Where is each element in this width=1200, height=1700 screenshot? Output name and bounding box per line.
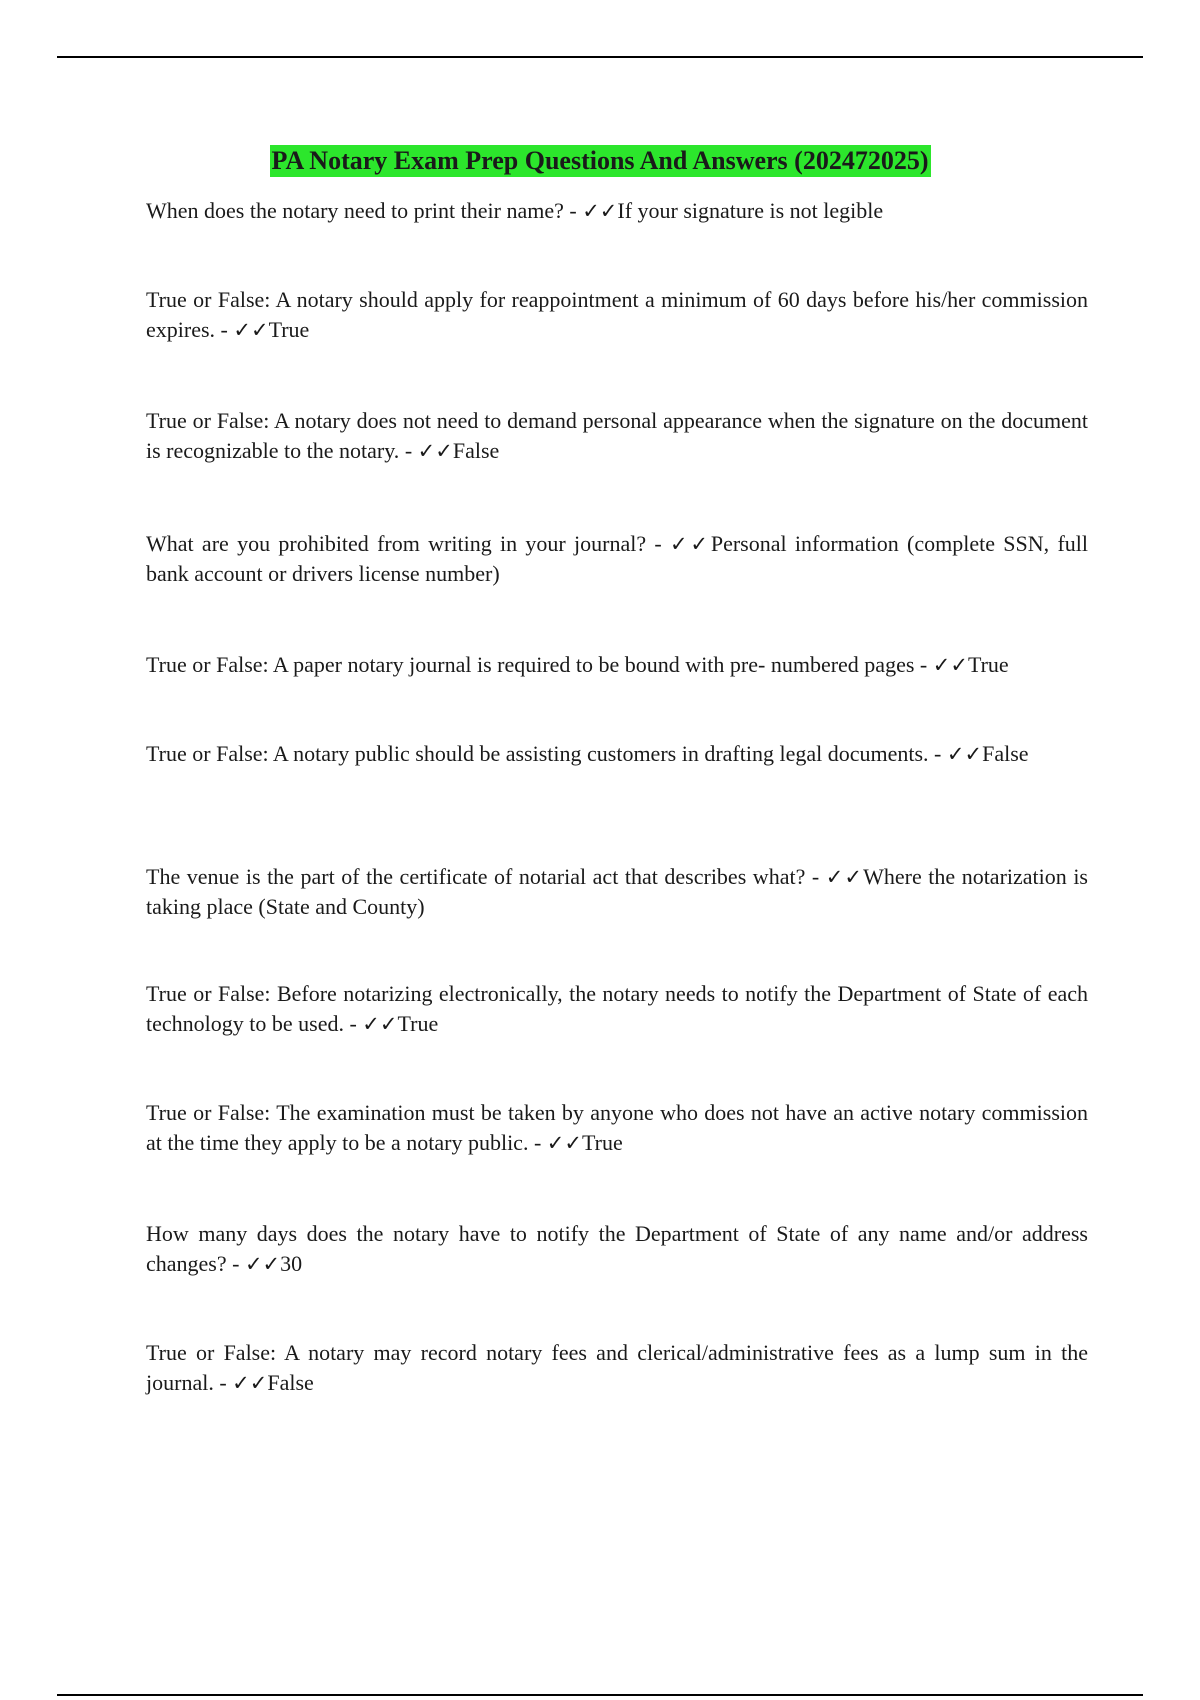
qa-item-1 bbox=[146, 196, 1088, 226]
question-text: True or False: A notary may record notary fees and clerical/administrative fees as a lump sum in the journal. bbox=[146, 1340, 1088, 1395]
question-text: True or False: A notary public should be assisting customers in drafting legal documents. bbox=[146, 741, 929, 766]
answer-text: True bbox=[268, 317, 310, 342]
question-text: How many days does the notary have to notify the Department of State of any name and/or address changes? bbox=[146, 1221, 1088, 1276]
qa-item-9 bbox=[146, 1098, 1088, 1158]
separator: - bbox=[399, 438, 418, 463]
qa-item-2 bbox=[146, 285, 1088, 345]
double-check-icon: ✓✓ bbox=[232, 1371, 268, 1395]
answer-text: False bbox=[267, 1370, 314, 1395]
answer-text: 30 bbox=[280, 1251, 303, 1276]
separator: - bbox=[226, 1251, 245, 1276]
top-rule bbox=[57, 56, 1143, 58]
answer-text: True bbox=[967, 652, 1009, 677]
qa-item-11 bbox=[146, 1338, 1088, 1398]
question-text: True or False: A notary does not need to demand personal appearance when the signature on the document is recognizable to the notary. bbox=[146, 408, 1088, 463]
double-check-icon: ✓✓ bbox=[825, 865, 864, 889]
question-text: True or False: The examination must be taken by anyone who does not have an active notary commission at the time they apply to be a notary public. bbox=[146, 1100, 1088, 1155]
title-container bbox=[0, 145, 1200, 177]
bottom-rule bbox=[57, 1694, 1143, 1696]
separator: - bbox=[213, 1370, 233, 1395]
answer-text: Personal information (complete SSN, full bank account or drivers license number) bbox=[146, 531, 1089, 586]
qa-item-8 bbox=[146, 979, 1088, 1039]
double-check-icon: ✓✓ bbox=[582, 199, 618, 223]
double-check-icon: ✓✓ bbox=[417, 439, 453, 463]
document-title: PA Notary Exam Prep Questions And Answers (202472025) bbox=[271, 146, 929, 175]
answer-text: False bbox=[982, 741, 1029, 766]
separator: - bbox=[646, 531, 671, 556]
double-check-icon: ✓✓ bbox=[546, 1131, 582, 1155]
double-check-icon: ✓✓ bbox=[244, 1252, 281, 1276]
answer-text: Where the notarization is taking place (State and County) bbox=[146, 864, 1088, 919]
question-text: True or False: Before notarizing electronically, the notary needs to notify the Department of State of each technology to be used. bbox=[146, 981, 1088, 1036]
double-check-icon: ✓✓ bbox=[233, 318, 269, 342]
qa-item-6 bbox=[146, 739, 1088, 769]
separator: - bbox=[563, 198, 583, 223]
question-text: True or False: A notary should apply for reappointment a minimum of 60 days before his/her commission expires. bbox=[146, 287, 1088, 342]
question-text: When does the notary need to print their name? bbox=[146, 198, 564, 223]
answer-text: If your signature is not legible bbox=[617, 198, 884, 223]
separator: - bbox=[343, 1011, 363, 1036]
answer-text: False bbox=[452, 438, 500, 463]
double-check-icon: ✓✓ bbox=[362, 1012, 398, 1036]
double-check-icon: ✓✓ bbox=[932, 653, 968, 677]
double-check-icon: ✓✓ bbox=[946, 742, 983, 766]
separator: - bbox=[805, 864, 826, 889]
qa-item-7 bbox=[146, 862, 1088, 922]
qa-item-4 bbox=[146, 529, 1088, 589]
qa-item-3 bbox=[146, 406, 1088, 466]
qa-item-5 bbox=[146, 650, 1088, 680]
separator: - bbox=[914, 652, 933, 677]
question-text: The venue is the part of the certificate of notarial act that describes what? bbox=[146, 864, 806, 889]
separator: - bbox=[928, 741, 947, 766]
answer-text: True bbox=[581, 1130, 623, 1155]
qa-item-10 bbox=[146, 1219, 1088, 1279]
separator: - bbox=[528, 1130, 547, 1155]
double-check-icon: ✓✓ bbox=[670, 532, 711, 556]
answer-text: True bbox=[397, 1011, 439, 1036]
question-text: True or False: A paper notary journal is required to be bound with pre- numbered pages bbox=[146, 652, 915, 677]
separator: - bbox=[215, 317, 234, 342]
question-text: What are you prohibited from writing in your journal? bbox=[146, 531, 647, 556]
